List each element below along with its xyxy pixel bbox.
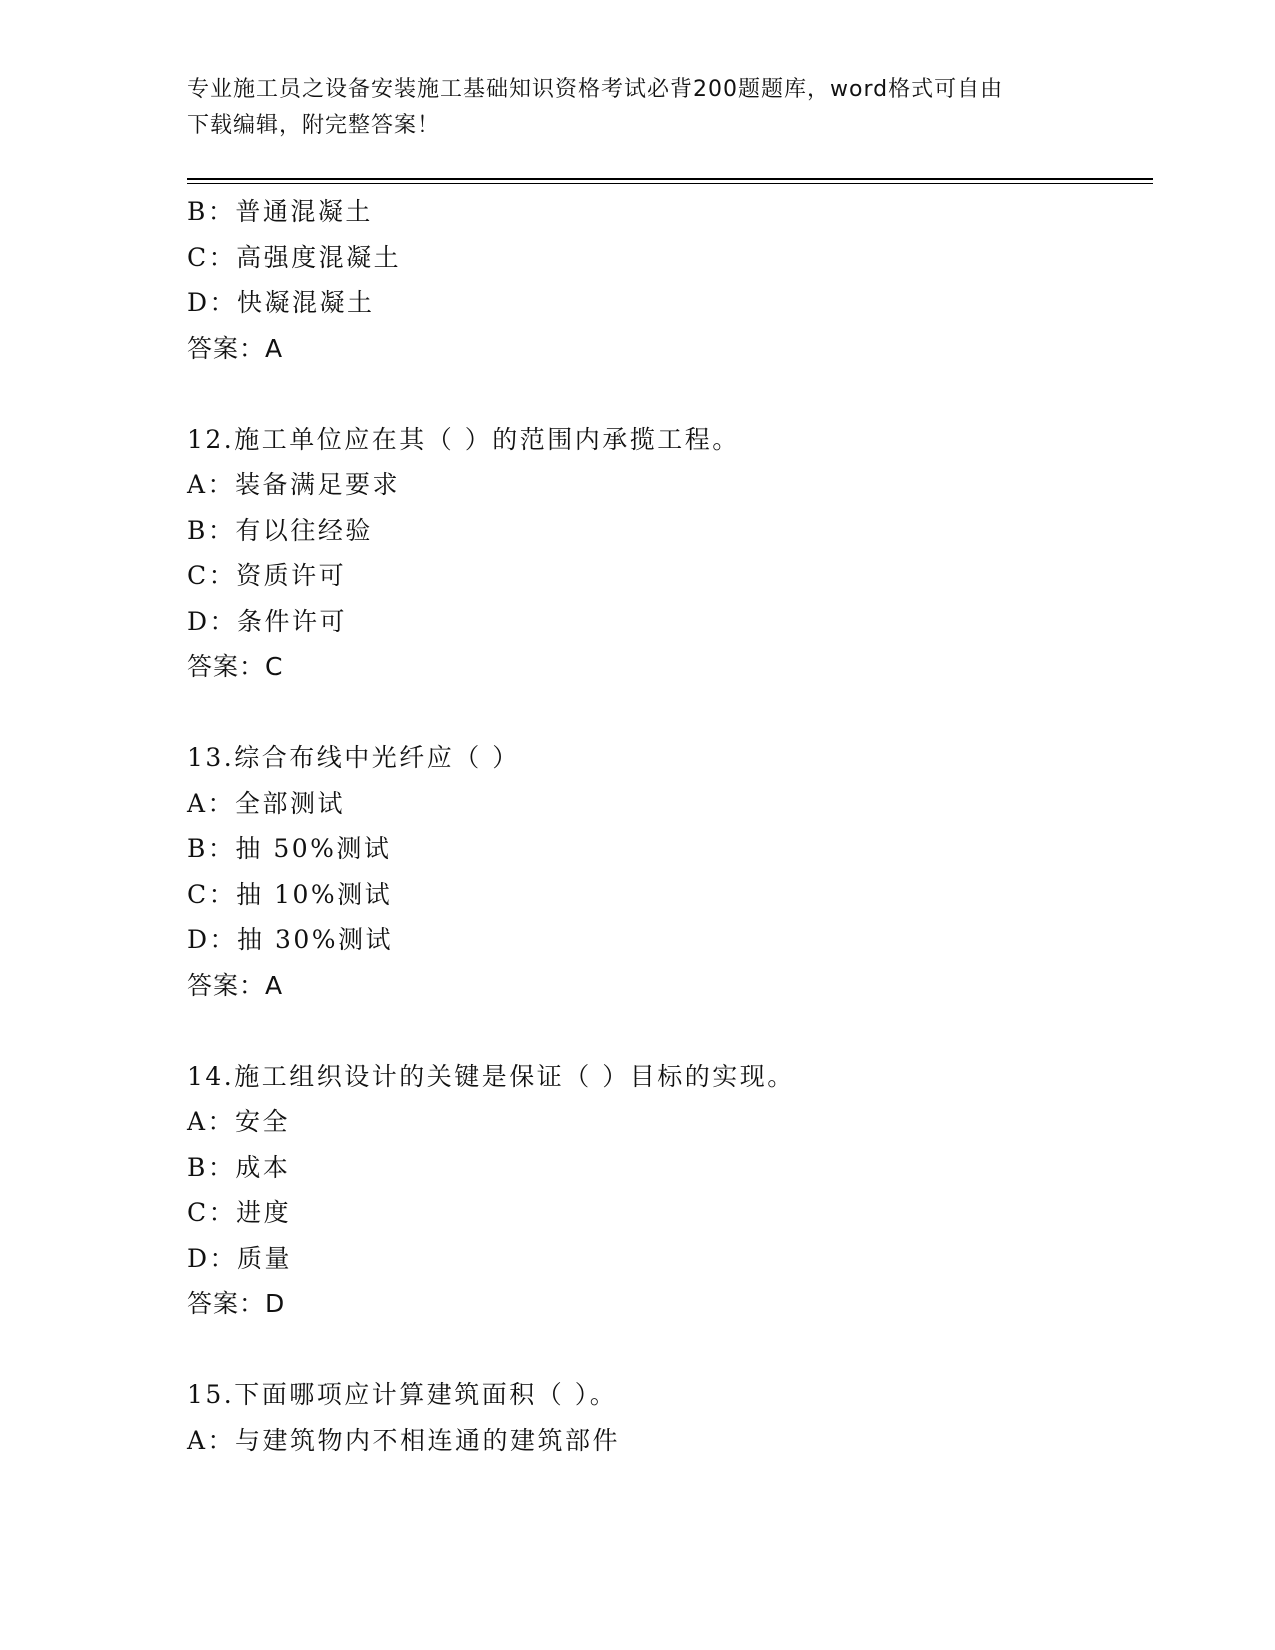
option-c: C：资质许可 [187, 561, 347, 590]
answer-line: 答案：D [187, 1289, 286, 1318]
answer-line: 答案：C [187, 652, 284, 681]
header-divider [187, 178, 1153, 184]
block-spacer [187, 1008, 1153, 1054]
question-block-13 [187, 735, 1153, 1008]
question-block-14 [187, 1054, 1153, 1327]
question-block-12 [187, 417, 1153, 690]
question-block-11 [187, 189, 1153, 371]
option-d: D：质量 [187, 1243, 293, 1273]
option-b: B：有以往经验 [187, 515, 373, 545]
block-spacer [187, 690, 1153, 736]
option-a: A：与建筑物内不相连通的建筑部件 [187, 1425, 621, 1455]
option-c: C：进度 [187, 1198, 292, 1227]
option-c: C：高强度混凝土 [187, 242, 402, 272]
option-a: A：装备满足要求 [187, 470, 401, 499]
question-text: 14.施工组织设计的关键是保证（ ）目标的实现。 [187, 1061, 795, 1091]
option-d: D：抽 30%测试 [187, 925, 394, 954]
option-b: B：抽 50%测试 [187, 834, 392, 863]
header-title-line-2: 下载编辑，附完整答案！ [187, 113, 441, 138]
block-spacer [187, 1327, 1153, 1373]
question-list [187, 189, 1153, 1463]
question-text: 12.施工单位应在其（ ）的范围内承揽工程。 [187, 424, 740, 454]
question-text: 13.综合布线中光纤应（ ） [187, 743, 520, 772]
answer-line: 答案：A [187, 970, 284, 1000]
document-header [187, 72, 1087, 144]
option-d: D：快凝混凝土 [187, 288, 375, 317]
header-title-line-1: 专业施工员之设备安装施工基础知识资格考试必背200题题库，word格式可自由 [187, 77, 1004, 102]
option-d: D：条件许可 [187, 606, 348, 636]
question-block-15 [187, 1372, 1153, 1463]
option-a: A：全部测试 [187, 788, 346, 818]
option-b: B：普通混凝土 [187, 197, 373, 226]
question-text: 15.下面哪项应计算建筑面积（ ）。 [187, 1380, 618, 1409]
block-spacer [187, 371, 1153, 417]
option-a: A：安全 [187, 1107, 291, 1136]
answer-line: 答案：A [187, 333, 284, 363]
option-c: C：抽 10%测试 [187, 879, 393, 909]
option-b: B：成本 [187, 1152, 291, 1182]
